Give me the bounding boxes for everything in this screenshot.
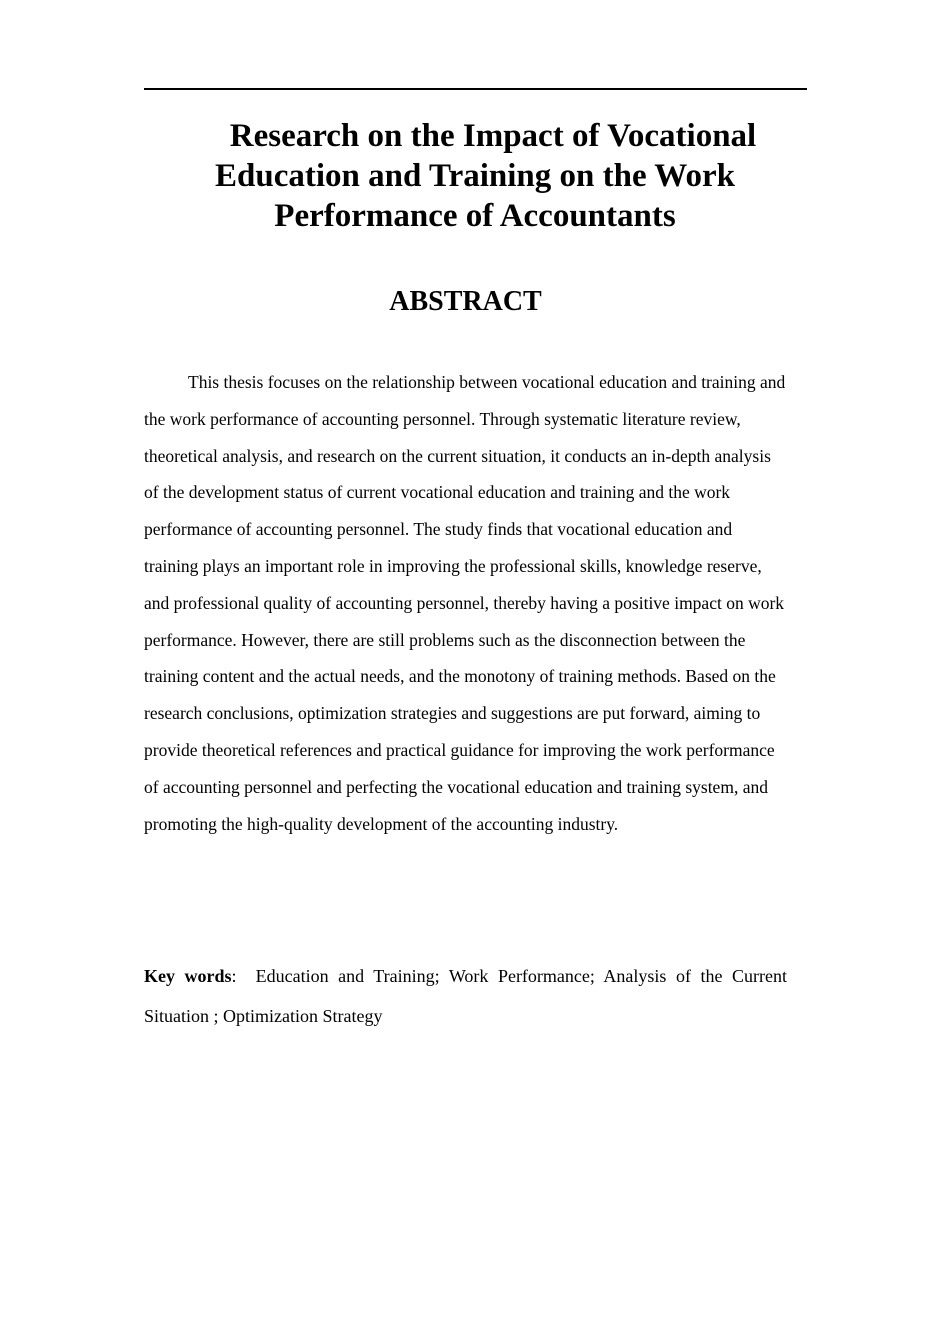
title-line-3: Performance of Accountants — [274, 198, 676, 234]
header-rule — [144, 88, 807, 90]
keywords-separator: : — [231, 966, 237, 986]
keywords-label: Key words — [144, 966, 232, 986]
abstract-paragraph: This thesis focuses on the relationship between vocational education and training and the work performance of accounting personnel. Through systematic literature review, theoretical analysis, and research on the current situation, it conducts an in-depth analysis of the development status of current vocational education and training and the work performance of accounting personnel. The study finds that vocational education and training plays an important role in improving the professional skills, knowledge reserve, and professional quality of accounting personnel, thereby having a positive impact on work performance. However, there are still problems such as the disconnection between the training content and the actual needs, and the monotony of training methods. Based on the research conclusions, optimization strategies and suggestions are put forward, aiming to provide theoretical references and practical guidance for improving the work performance of accounting personnel and perfecting the vocational education and training system, and promoting the high-quality development of the accounting industry. — [144, 372, 786, 834]
keywords-paragraph — [144, 956, 787, 1036]
keywords-text: Education and Training; Work Performance; Analysis of the Current Situation ; Optimization Strategy — [144, 966, 787, 1026]
abstract-heading: ABSTRACT — [389, 286, 542, 317]
title-line-2: Education and Training on the Work — [215, 158, 735, 194]
thesis-title — [190, 116, 760, 236]
title-line-1: Research on the Impact of Vocational — [229, 118, 757, 154]
